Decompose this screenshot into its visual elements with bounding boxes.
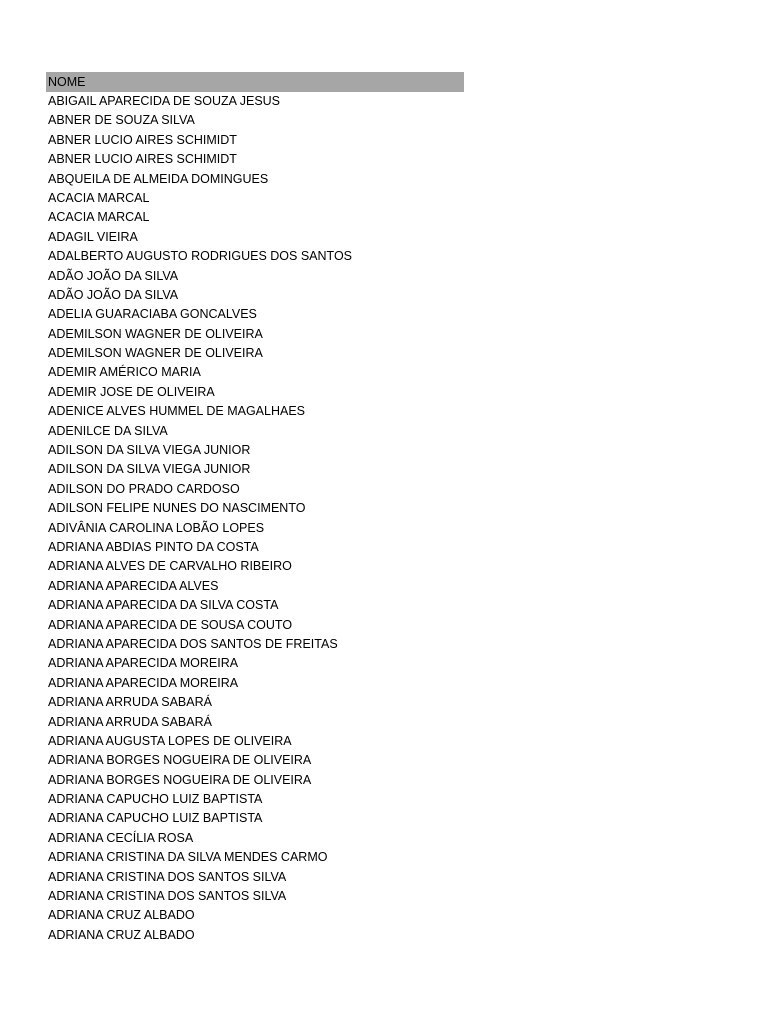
table-row: ADEMILSON WAGNER DE OLIVEIRA xyxy=(48,346,263,361)
table-row: ADENICE ALVES HUMMEL DE MAGALHAES xyxy=(48,404,306,419)
table-row: ADRIANA APARECIDA MOREIRA xyxy=(48,656,239,671)
table-row: ADALBERTO AUGUSTO RODRIGUES DOS SANTOS xyxy=(48,249,353,264)
table-row: ADRIANA CRISTINA DA SILVA MENDES CARMO xyxy=(48,850,328,865)
table-row: ABIGAIL APARECIDA DE SOUZA JESUS xyxy=(48,94,281,108)
table-row: ABNER LUCIO AIRES SCHIMIDT xyxy=(48,152,237,167)
table-row: ADRIANA CRUZ ALBADO xyxy=(48,927,195,942)
table-row: ADÃO JOÃO DA SILVA xyxy=(48,287,179,302)
table-row: ADELIA GUARACIABA GONCALVES xyxy=(48,307,257,322)
table-row: ADÃO JOÃO DA SILVA xyxy=(48,268,179,283)
table-row: ADRIANA APARECIDA ALVES xyxy=(48,578,219,593)
table-row: ADILSON DA SILVA VIEGA JUNIOR xyxy=(48,462,251,477)
table-row: ADRIANA AUGUSTA LOPES DE OLIVEIRA xyxy=(48,733,292,748)
table-row: ADRIANA APARECIDA MOREIRA xyxy=(48,675,239,690)
table-row: ABQUEILA DE ALMEIDA DOMINGUES xyxy=(48,171,269,186)
table-row: ABNER LUCIO AIRES SCHIMIDT xyxy=(48,132,237,147)
column-header-nome: NOME xyxy=(46,72,464,92)
table-row: ADRIANA CAPUCHO LUIZ BAPTISTA xyxy=(48,792,263,807)
table-row: ADRIANA ALVES DE CARVALHO RIBEIRO xyxy=(48,559,292,574)
table-row: ADRIANA APARECIDA DE SOUSA COUTO xyxy=(48,617,293,632)
table-row: ADAGIL VIEIRA xyxy=(48,229,138,244)
table-row: ACACIA MARCAL xyxy=(48,210,150,225)
table-row: ADRIANA ARRUDA SABARÁ xyxy=(48,714,212,729)
names-list xyxy=(46,92,464,945)
table-row: ABNER DE SOUZA SILVA xyxy=(48,113,195,128)
table-row: ADEMIR AMÉRICO MARIA xyxy=(48,365,201,380)
table-row: ADEMILSON WAGNER DE OLIVEIRA xyxy=(48,326,263,341)
table-row: ADIVÂNIA CAROLINA LOBÃO LOPES xyxy=(48,520,265,535)
table-row: ADRIANA CECÍLIA ROSA xyxy=(48,830,194,845)
table-row: ADRIANA ABDIAS PINTO DA COSTA xyxy=(48,539,259,554)
table-row: ADEMIR JOSE DE OLIVEIRA xyxy=(48,384,215,399)
table-row: ADRIANA CRISTINA DOS SANTOS SILVA xyxy=(48,889,287,904)
table-row: ADRIANA ARRUDA SABARÁ xyxy=(48,695,212,710)
table-row: ADRIANA APARECIDA DA SILVA COSTA xyxy=(48,598,279,613)
table-row: ADRIANA CRISTINA DOS SANTOS SILVA xyxy=(48,869,287,884)
table-row: ACACIA MARCAL xyxy=(48,190,150,205)
table-row: ADRIANA BORGES NOGUEIRA DE OLIVEIRA xyxy=(48,772,312,787)
table-row: ADRIANA CRUZ ALBADO xyxy=(48,908,195,923)
table-row: ADENILCE DA SILVA xyxy=(48,423,168,438)
table-row: ADILSON FELIPE NUNES DO NASCIMENTO xyxy=(48,501,306,516)
table-row: ADRIANA BORGES NOGUEIRA DE OLIVEIRA xyxy=(48,753,312,768)
names-table xyxy=(46,72,464,945)
table-row: ADRIANA CAPUCHO LUIZ BAPTISTA xyxy=(48,811,263,826)
table-row: ADRIANA APARECIDA DOS SANTOS DE FREITAS xyxy=(48,636,338,651)
table-row: ADILSON DO PRADO CARDOSO xyxy=(48,481,240,496)
table-row: ADILSON DA SILVA VIEGA JUNIOR xyxy=(48,443,251,458)
